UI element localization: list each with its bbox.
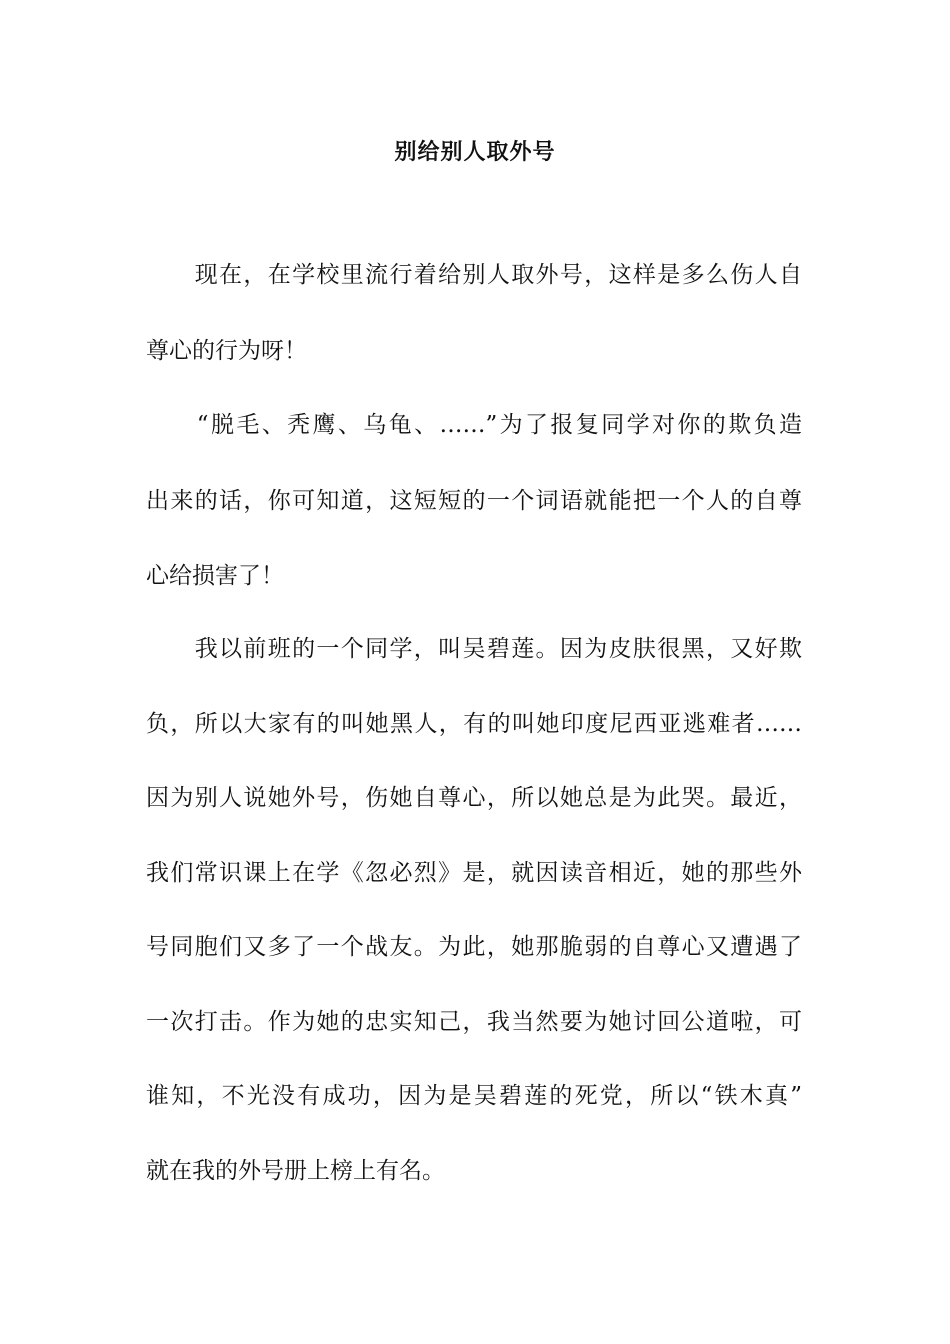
paragraph-line: 就在我的外号册上榜上有名。 [146, 1158, 445, 1184]
paragraph-line: “脱毛、秃鹰、乌龟、……”为了报复同学对你的欺负造 [146, 412, 802, 438]
paragraph-line: 现在，在学校里流行着给别人取外号，这样是多么伤人自 [146, 262, 802, 288]
paragraph-line: 出来的话，你可知道，这短短的一个词语就能把一个人的自尊 [146, 488, 802, 514]
paragraph-line: 号同胞们又多了一个战友。为此，她那脆弱的自尊心又遭遇了 [146, 934, 802, 960]
paragraph-line: 心给损害了！ [146, 563, 284, 589]
paragraph-line: 我们常识课上在学《忽必烈》是，就因读音相近，她的那些外 [146, 860, 802, 886]
paragraph-line: 一次打击。作为她的忠实知己，我当然要为她讨回公道啦，可 [146, 1009, 802, 1035]
paragraph-line: 谁知，不光没有成功，因为是吴碧莲的死党，所以“铁木真” [146, 1083, 802, 1109]
paragraph-line: 负，所以大家有的叫她黑人，有的叫她印度尼西亚逃难者…… [146, 711, 802, 737]
paragraph-line: 尊心的行为呀！ [146, 338, 307, 364]
document-title: 别给别人取外号 [394, 139, 556, 165]
paragraph-line: 因为别人说她外号，伤她自尊心，所以她总是为此哭。最近， [146, 785, 802, 811]
paragraph-line: 我以前班的一个同学，叫吴碧莲。因为皮肤很黑，又好欺 [146, 636, 802, 662]
